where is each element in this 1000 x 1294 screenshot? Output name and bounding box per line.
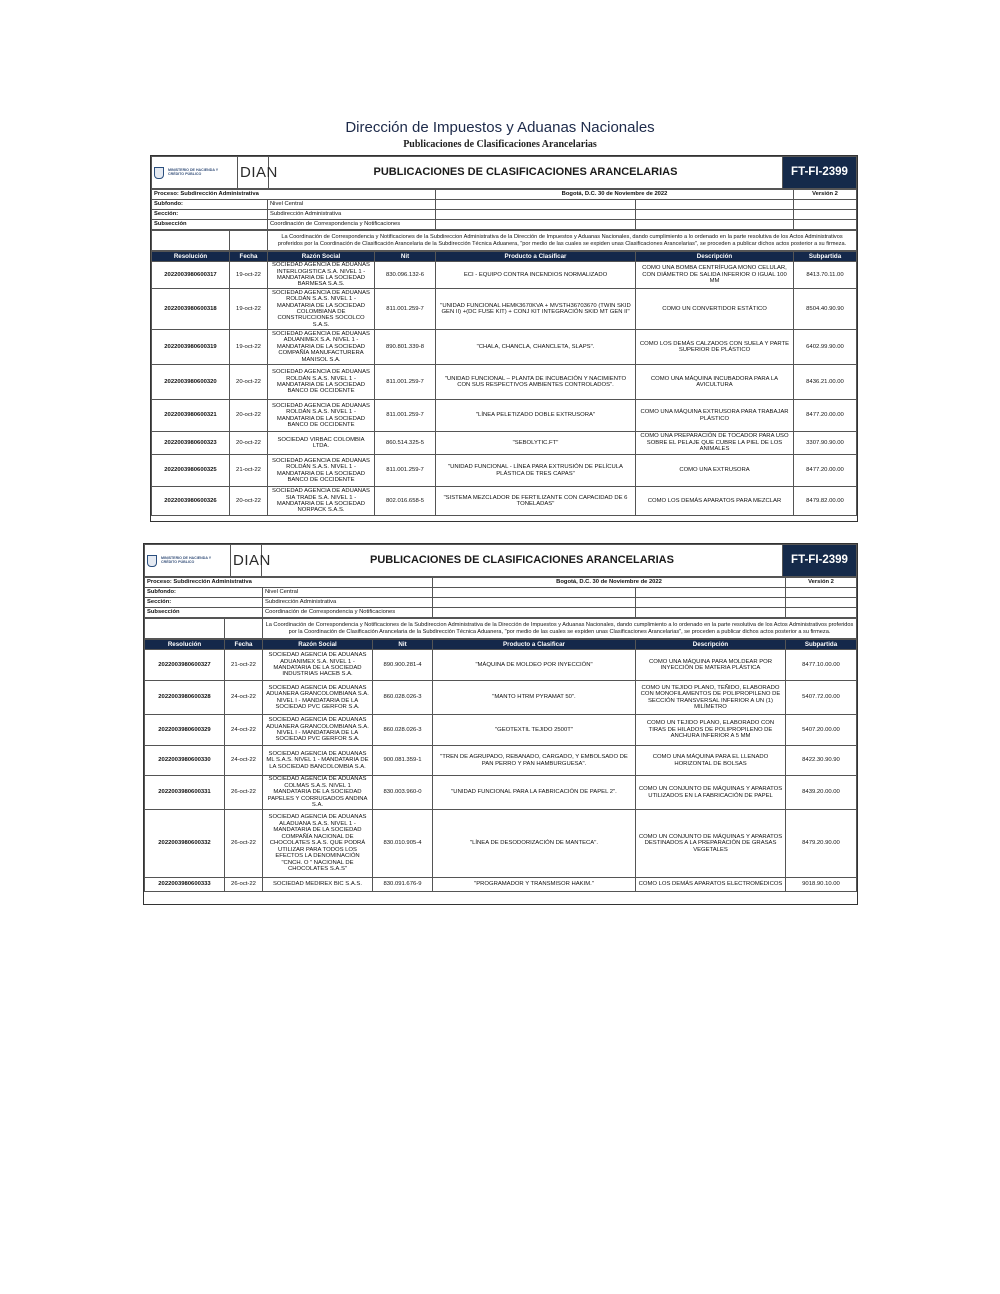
sheet-title: PUBLICACIONES DE CLASIFICACIONES ARANCELARIAS <box>269 157 783 189</box>
nit-cell: 860.028.026-3 <box>373 715 433 746</box>
subpartida-cell: 5407.20.00.00 <box>786 715 857 746</box>
descripcion-cell: COMO UN CONJUNTO DE MÁQUINAS Y APARATOS UTILIZADOS EN LA FABRICACIÓN DE PAPEL <box>636 776 786 810</box>
table-row <box>152 365 857 400</box>
subfondo-label: Subfondo: <box>152 200 268 210</box>
nit-cell: 811.001.259-7 <box>375 365 436 400</box>
fecha-cell: 19-oct-22 <box>230 330 268 365</box>
table-row <box>145 776 857 810</box>
sheet-banner <box>144 544 857 577</box>
dian-logo: DIAN <box>231 545 262 577</box>
column-header: Fecha <box>230 252 268 262</box>
descripcion-cell: COMO UNA MÁQUINA EXTRUSORA PARA TRABAJAR PLÁSTICO <box>636 400 794 432</box>
subfondo-value: Nivel Central <box>263 588 433 598</box>
form-code: FT-FI-2399 <box>783 545 857 577</box>
sheet-banner <box>151 156 857 189</box>
resolucion-cell: 2022003980600318 <box>152 289 230 330</box>
fecha-cell: 20-oct-22 <box>230 365 268 400</box>
column-header: Subpartida <box>794 252 857 262</box>
coat-of-arms-icon <box>147 555 157 567</box>
subpartida-cell: 8413.70.11.00 <box>794 262 857 289</box>
razon-social-cell: SOCIEDAD AGENCIA DE ADUANAS ROLDÁN S.A.S. NIVEL 1 - MANDATARIA DE LA SOCIEDAD BANCO DE OCCIDENTE <box>268 400 375 432</box>
subpartida-cell: 8477.10.00.00 <box>786 650 857 681</box>
nit-cell: 802.016.658-5 <box>375 487 436 516</box>
subpartida-cell: 3307.90.90.00 <box>794 432 857 455</box>
nit-cell: 860.028.026-3 <box>373 681 433 715</box>
producto-cell: "TREN DE AGRUPADO, REBANADO, CARGADO, Y EMBOLSADO DE PAN PERRO Y PAN HAMBURGUESA". <box>433 746 636 776</box>
resolucion-cell: 2022003980600320 <box>152 365 230 400</box>
razon-social-cell: SOCIEDAD AGENCIA DE ADUANAS COLMAS S.A.S. NIVEL 1 MANDATARIA DE LA SOCIEDAD PAPELES Y CORRUGADOS ANDINA S.A. <box>263 776 373 810</box>
resolucion-cell: 2022003980600321 <box>152 400 230 432</box>
subfondo-label: Subfondo: <box>145 588 263 598</box>
dian-logo: DIAN <box>238 157 269 189</box>
razon-social-cell: SOCIEDAD AGENCIA DE ADUANAS ADUANERA GRANCOLOMBIANA S.A. NIVEL I - MANDATARIA DE LA SOCIEDAD PVC GERFOR S.A. <box>263 715 373 746</box>
razon-social-cell: SOCIEDAD AGENCIA DE ADUANAS ML S.A.S. NIVEL 1 - MANDATARIA DE LA SOCIEDAD BANCOLOMBIA S.A. <box>263 746 373 776</box>
subpartida-cell: 8422.30.90.90 <box>786 746 857 776</box>
proceso-label: Proceso: Subdirección Administrativa <box>152 190 436 200</box>
table-row <box>152 262 857 289</box>
descripcion-cell: COMO UN CONJUNTO DE MÁQUINAS Y APARATOS DESTINADOS A LA PREPARACIÓN DE GRASAS VEGETALES <box>636 810 786 878</box>
resolucion-cell: 2022003980600333 <box>145 878 225 892</box>
ministerio-logo <box>152 157 238 189</box>
nit-cell: 811.001.259-7 <box>375 455 436 487</box>
subpartida-cell: 8504.40.90.90 <box>794 289 857 330</box>
resolutions-table <box>151 251 857 516</box>
fecha-cell: 21-oct-22 <box>225 650 263 681</box>
subseccion-label: Subsección <box>145 608 263 618</box>
fecha-cell: 26-oct-22 <box>225 878 263 892</box>
subpartida-cell: 6402.99.90.00 <box>794 330 857 365</box>
fecha-cell: 20-oct-22 <box>230 487 268 516</box>
fecha-cell: 19-oct-22 <box>230 289 268 330</box>
subseccion-value: Coordinación de Correspondencia y Notificaciones <box>268 220 436 230</box>
table-row <box>145 746 857 776</box>
razon-social-cell: SOCIEDAD AGENCIA DE ADUANAS ADUANIMEX S.A. NIVEL 1 - MANDATARIA DE LA SOCIEDAD INDUSTRIAS HACEB S.A. <box>263 650 373 681</box>
table-row <box>152 432 857 455</box>
seccion-label: Sección: <box>152 210 268 220</box>
document-subtitle: Publicaciones de Clasificaciones Arancelarias <box>403 139 597 150</box>
resolucion-cell: 2022003980600323 <box>152 432 230 455</box>
table-row <box>152 455 857 487</box>
producto-cell: "MANTO HTRM PYRAMAT 50". <box>433 681 636 715</box>
razon-social-cell: SOCIEDAD AGENCIA DE ADUANAS SIA TRADE S.A. NIVEL 1 - MANDATARIA DE LA SOCIEDAD NORPACK S.A.S. <box>268 487 375 516</box>
lugar-fecha: Bogotá, D.C. 30 de Noviembre de 2022 <box>433 578 786 588</box>
razon-social-cell: SOCIEDAD MEDIREX BIC S.A.S. <box>263 878 373 892</box>
lugar-fecha: Bogotá, D.C. 30 de Noviembre de 2022 <box>436 190 794 200</box>
subfondo-value: Nivel Central <box>268 200 436 210</box>
resolucion-cell: 2022003980600328 <box>145 681 225 715</box>
version-label: Versión 2 <box>794 190 857 200</box>
resolucion-cell: 2022003980600329 <box>145 715 225 746</box>
seccion-value: Subdirección Administrativa <box>263 598 433 608</box>
razon-social-cell: SOCIEDAD AGENCIA DE ADUANAS ALADUANA S.A.S. NIVEL 1 - MANDATARIA DE LA SOCIEDAD COMPAÑÍA NACIONAL DE CHOCOLATES S.A.S. QUE PODRÁ UTILIZAR PARA TODOS LOS EFECTOS LA DENOMINACIÓN "CNCH. O " NACIONAL DE CHOCOLATES S.A.S" <box>263 810 373 878</box>
table-row <box>145 715 857 746</box>
producto-cell: "UNIDAD FUNCIONAL - LÍNEA PARA EXTRUSIÓN DE PELÍCULA PLÁSTICA DE TRES CAPAS" <box>436 455 636 487</box>
publication-sheet <box>143 543 858 905</box>
resolucion-cell: 2022003980600327 <box>145 650 225 681</box>
proceso-label: Proceso: Subdirección Administrativa <box>145 578 433 588</box>
fecha-cell: 19-oct-22 <box>230 262 268 289</box>
column-header: Producto a Clasificar <box>433 640 636 650</box>
descripcion-cell: COMO UNA MÁQUINA INCUBADORA PARA LA AVICULTURA <box>636 365 794 400</box>
resolucion-cell: 2022003980600332 <box>145 810 225 878</box>
publication-sheet <box>150 155 858 522</box>
seccion-label: Sección: <box>145 598 263 608</box>
column-header: Nit <box>373 640 433 650</box>
razon-social-cell: SOCIEDAD AGENCIA DE ADUANAS ADUANERA GRANCOLOMBIANA S.A. NIVEL I - MANDATARIA DE LA SOCIEDAD PVC GERFOR S.A. <box>263 681 373 715</box>
form-code: FT-FI-2399 <box>783 157 857 189</box>
descripcion-cell: COMO UNA MÁQUINA PARA EL LLENADO HORIZONTAL DE BOLSAS <box>636 746 786 776</box>
table-body <box>145 650 857 892</box>
column-header: Descripción <box>636 252 794 262</box>
nit-cell: 811.001.259-7 <box>375 400 436 432</box>
descripcion-cell: COMO UNA MÁQUINA PARA MOLDEAR POR INYECCIÓN DE MATERIA PLÁSTICA <box>636 650 786 681</box>
subseccion-value: Coordinación de Correspondencia y Notificaciones <box>263 608 433 618</box>
subpartida-cell: 8479.20.90.00 <box>786 810 857 878</box>
resolucion-cell: 2022003980600330 <box>145 746 225 776</box>
table-row <box>152 289 857 330</box>
subpartida-cell: 8479.82.00.00 <box>794 487 857 516</box>
subseccion-label: Subsección <box>152 220 268 230</box>
column-header: Subpartida <box>786 640 857 650</box>
resolucion-cell: 2022003980600325 <box>152 455 230 487</box>
fecha-cell: 26-oct-22 <box>225 810 263 878</box>
razon-social-cell: SOCIEDAD AGENCIA DE ADUANAS ADUANIMEX S.A. NIVEL 1 - MANDATARIA DE LA SOCIEDAD COMPAÑÍA MANUFACTURERA MANISOL S.A. <box>268 330 375 365</box>
document-title: Dirección de Impuestos y Aduanas Nacionales <box>345 119 655 136</box>
razon-social-cell: SOCIEDAD AGENCIA DE ADUANAS INTERLOGISTICA S.A. NIVEL 1 - MANDATARIA DE LA SOCIEDAD BARMESA S.A.S. <box>268 262 375 289</box>
nit-cell: 830.096.132-6 <box>375 262 436 289</box>
descripcion-cell: COMO UN TEJIDO PLANO, TEÑIDO, ELABORADO CON MONOFILAMENTOS DE POLIPROPILENO DE SECCIÓN TRANSVERSAL INFERIOR A UN (1) MILÍMETRO <box>636 681 786 715</box>
fecha-cell: 24-oct-22 <box>225 715 263 746</box>
table-row <box>145 681 857 715</box>
subpartida-cell: 8477.20.00.00 <box>794 455 857 487</box>
column-header: Nit <box>375 252 436 262</box>
descripcion-cell: COMO UNA BOMBA CENTRÍFUGA MONO CELULAR, CON DIÁMETRO DE SALIDA INFERIOR O IGUAL 100 MM <box>636 262 794 289</box>
ministerio-label: MINISTERIO DE HACIENDA Y CRÉDITO PÚBLICO <box>161 555 212 564</box>
column-header: Resolución <box>152 252 230 262</box>
razon-social-cell: SOCIEDAD AGENCIA DE ADUANAS ROLDÁN S.A.S. NIVEL 1 - MANDATARIA DE LA SOCIEDAD BANCO DE OCCIDENTE <box>268 455 375 487</box>
intro-text: La Coordinación de Correspondencia y Notificaciones de la Subdireccion Administrativa de la Dirección de Impuestos y Aduanas Nacionales, dando cumplimiento a lo ordenado en la parte resolutiva de los Actos Administrativos proferidos por la Coordinación de Clasificación Arancelaria de la Subdirección Técnica Aduanera, "por medio de las cuales se expiden unas Clasificaciones Arancelarias", se proceden a publicar dichos actos posterior a su firmeza. <box>263 619 857 639</box>
descripcion-cell: COMO UNA EXTRUSORA <box>636 455 794 487</box>
producto-cell: "GEOTEXTIL TEJIDO 2500T" <box>433 715 636 746</box>
resolucion-cell: 2022003980600326 <box>152 487 230 516</box>
resolutions-table <box>144 639 857 892</box>
razon-social-cell: SOCIEDAD AGENCIA DE ADUANAS ROLDÁN S.A.S. NIVEL 1 - MANDATARIA DE LA SOCIEDAD BANCO DE OCCIDENTE <box>268 365 375 400</box>
column-header: Razón Social <box>268 252 375 262</box>
nit-cell: 890.801.339-8 <box>375 330 436 365</box>
producto-cell: "UNIDAD FUNCIONAL HEMK3670KVA + MVSTH36703670 (TWIN SKID GEN II) +(DC FUSE KIT) + CONJ KIT INTEGRACIÓN SKID MT GEN II" <box>436 289 636 330</box>
column-header: Razón Social <box>263 640 373 650</box>
descripcion-cell: COMO UN TEJIDO PLANO, ELABORADO CON TIRAS DE HILADOS DE POLIPROPILENO DE ANCHURA INFERIOR A 5 MM <box>636 715 786 746</box>
producto-cell: "UNIDAD FUNCIONAL – PLANTA DE INCUBACIÓN Y NACIMIENTO CON SUS RESPECTIVOS AMBIENTES CONTROLADOS". <box>436 365 636 400</box>
table-row <box>152 400 857 432</box>
nit-cell: 830.003.960-0 <box>373 776 433 810</box>
resolucion-cell: 2022003980600319 <box>152 330 230 365</box>
descripcion-cell: COMO UN CONVERTIDOR ESTÁTICO <box>636 289 794 330</box>
column-header: Resolución <box>145 640 225 650</box>
subpartida-cell: 8477.20.00.00 <box>794 400 857 432</box>
fecha-cell: 20-oct-22 <box>230 400 268 432</box>
column-header: Descripción <box>636 640 786 650</box>
nit-cell: 811.001.259-7 <box>375 289 436 330</box>
nit-cell: 890.900.281-4 <box>373 650 433 681</box>
table-row <box>152 330 857 365</box>
resolucion-cell: 2022003980600317 <box>152 262 230 289</box>
producto-cell: "LÍNEA PELETIZADO DOBLE EXTRUSORA" <box>436 400 636 432</box>
fecha-cell: 20-oct-22 <box>230 432 268 455</box>
table-row <box>145 810 857 878</box>
nit-cell: 830.091.676-9 <box>373 878 433 892</box>
ministerio-logo <box>145 545 231 577</box>
nit-cell: 830.010.905-4 <box>373 810 433 878</box>
intro-block <box>151 230 857 251</box>
fecha-cell: 26-oct-22 <box>225 776 263 810</box>
coat-of-arms-icon <box>154 167 164 179</box>
intro-block <box>144 618 857 639</box>
sheet-meta <box>151 189 857 230</box>
seccion-value: Subdirección Administrativa <box>268 210 436 220</box>
table-row <box>152 487 857 516</box>
producto-cell: "CHALA, CHANCLA, CHANCLETA, SLAPS". <box>436 330 636 365</box>
sheet-title: PUBLICACIONES DE CLASIFICACIONES ARANCELARIAS <box>262 545 783 577</box>
subpartida-cell: 9018.90.10.00 <box>786 878 857 892</box>
nit-cell: 860.514.325-5 <box>375 432 436 455</box>
producto-cell: "SISTEMA MEZCLADOR DE FERTILIZANTE CON CAPACIDAD DE 6 TONELADAS" <box>436 487 636 516</box>
descripcion-cell: COMO UNA PREPARACIÓN DE TOCADOR PARA USO SOBRE EL PELAJE QUE CUBRE LA PIEL DE LOS ANIMALES <box>636 432 794 455</box>
razon-social-cell: SOCIEDAD VIRBAC COLOMBIA LTDA. <box>268 432 375 455</box>
nit-cell: 900.081.359-1 <box>373 746 433 776</box>
producto-cell: "UNIDAD FUNCIONAL PARA LA FABRICACIÓN DE PAPEL 2". <box>433 776 636 810</box>
descripcion-cell: COMO LOS DEMÁS APARATOS ELECTROMÉDICOS <box>636 878 786 892</box>
producto-cell: "MÁQUINA DE MOLDEO POR INYECCIÓN" <box>433 650 636 681</box>
ministerio-label: MINISTERIO DE HACIENDA Y CRÉDITO PÚBLICO <box>168 167 219 176</box>
producto-cell: "PROGRAMADOR Y TRANSMISOR HAKIM." <box>433 878 636 892</box>
fecha-cell: 21-oct-22 <box>230 455 268 487</box>
subpartida-cell: 5407.72.00.00 <box>786 681 857 715</box>
descripcion-cell: COMO LOS DEMÁS CALZADOS CON SUELA Y PARTE SUPERIOR DE PLÁSTICO <box>636 330 794 365</box>
table-row <box>145 650 857 681</box>
fecha-cell: 24-oct-22 <box>225 746 263 776</box>
producto-cell: "SEBOLYTIC.FT" <box>436 432 636 455</box>
table-body <box>152 262 857 516</box>
subpartida-cell: 8436.21.00.00 <box>794 365 857 400</box>
sheet-meta <box>144 577 857 618</box>
version-label: Versión 2 <box>786 578 857 588</box>
table-row <box>145 878 857 892</box>
fecha-cell: 24-oct-22 <box>225 681 263 715</box>
descripcion-cell: COMO LOS DEMÁS APARATOS PARA MEZCLAR <box>636 487 794 516</box>
intro-text: La Coordinación de Correspondencia y Notificaciones de la Subdireccion Administrativa de la Dirección de Impuestos y Aduanas Nacionales, dando cumplimiento a lo ordenado en la parte resolutiva de los Actos Administrativos proferidos por la Coordinación de Clasificación Arancelaria de la Subdirección Técnica Aduanera, "por medio de las cuales se expiden unas Clasificaciones Arancelarias", se proceden a publicar dichos actos posterior a su firmeza. <box>268 231 857 251</box>
producto-cell: "LÍNEA DE DESODORIZACIÓN DE MANTECA". <box>433 810 636 878</box>
resolucion-cell: 2022003980600331 <box>145 776 225 810</box>
producto-cell: ECI - EQUIPO CONTRA INCENDIOS NORMALIZADO <box>436 262 636 289</box>
razon-social-cell: SOCIEDAD AGENCIA DE ADUANAS ROLDÁN S.A.S. NIVEL 1 - MANDATARIA DE LA SOCIEDAD COLOMBIANA DE CONSTRUCCIONES SOCOLCO S.A.S. <box>268 289 375 330</box>
subpartida-cell: 8439.20.00.00 <box>786 776 857 810</box>
column-header: Producto a Clasificar <box>436 252 636 262</box>
column-header: Fecha <box>225 640 263 650</box>
